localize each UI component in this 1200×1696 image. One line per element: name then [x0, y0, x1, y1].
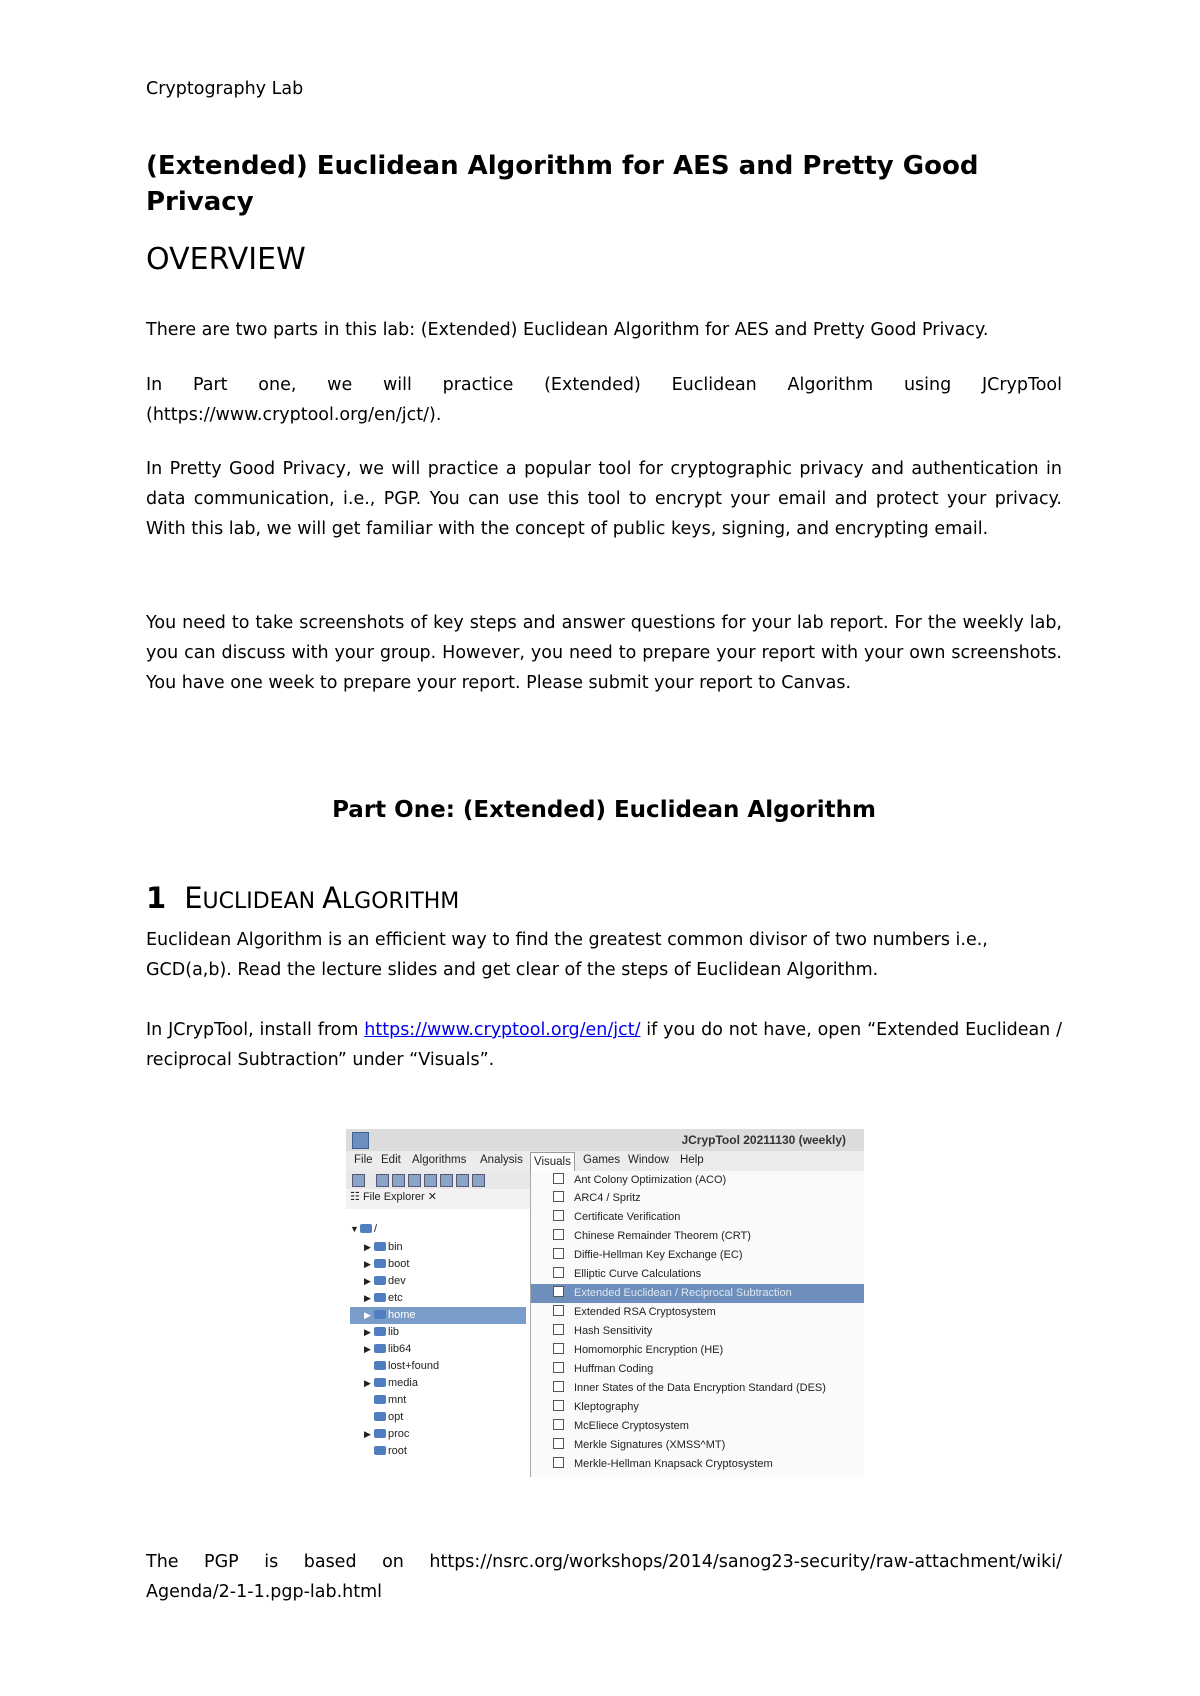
tree-item[interactable]: ▼ / — [350, 1221, 377, 1238]
tree-item[interactable]: lost+found — [374, 1358, 439, 1375]
checkbox-icon — [553, 1173, 564, 1184]
folder-icon — [374, 1242, 386, 1251]
menu-item-homomorphic[interactable]: Homomorphic Encryption (HE) — [531, 1341, 864, 1360]
tree-item[interactable]: ▶ lib — [364, 1324, 399, 1341]
menu-item-extended-rsa[interactable]: Extended RSA Cryptosystem — [531, 1303, 864, 1322]
save-icon[interactable] — [392, 1174, 405, 1187]
tool-icon[interactable] — [424, 1174, 437, 1187]
folder-icon — [374, 1259, 386, 1268]
folder-icon — [374, 1361, 386, 1370]
folder-icon — [374, 1412, 386, 1421]
file-explorer-icon: ☷ — [350, 1191, 360, 1203]
tree-item[interactable]: ▶ media — [364, 1375, 418, 1392]
menu-item-merkle-signatures[interactable]: Merkle Signatures (XMSS^MT) — [531, 1436, 864, 1455]
tree-item[interactable]: ▶ etc — [364, 1290, 403, 1307]
tree-item[interactable]: ▶ bin — [364, 1239, 403, 1256]
menu-item-extended-euclidean[interactable]: Extended Euclidean / Reciprocal Subtraction — [531, 1284, 864, 1303]
overview-heading: OVERVIEW — [146, 242, 306, 277]
checkbox-icon — [553, 1400, 564, 1411]
close-icon[interactable]: ✕ — [427, 1191, 437, 1203]
menu-edit[interactable]: Edit — [381, 1154, 401, 1166]
menu-item-certificate[interactable]: Certificate Verification — [531, 1208, 864, 1227]
menu-item-crt[interactable]: Chinese Remainder Theorem (CRT) — [531, 1227, 864, 1246]
checkbox-icon — [553, 1248, 564, 1259]
section-heading — [146, 878, 459, 922]
jcryptool-link[interactable]: https://www.cryptool.org/en/jct/ — [364, 1020, 641, 1040]
checkbox-icon — [553, 1286, 564, 1297]
page-header: Cryptography Lab — [146, 79, 304, 99]
folder-icon — [374, 1429, 386, 1438]
menu-item-diffie-hellman[interactable]: Diffie-Hellman Key Exchange (EC) — [531, 1246, 864, 1265]
app-icon — [352, 1132, 369, 1149]
section-title-cap2: A — [322, 881, 342, 915]
checkbox-icon — [553, 1438, 564, 1449]
section-title-rest1: UCLIDEAN — [202, 889, 323, 914]
checkbox-icon — [553, 1324, 564, 1335]
file-explorer-tab[interactable] — [350, 1190, 437, 1203]
paragraph-pgp: In Pretty Good Privacy, we will practice a popular tool for cryptographic privacy and authentication in data communication, i.e., PGP. You can use this tool to encrypt your email and protect your privacy. With this lab, we will get familiar with the concept of public keys, signing, and encrypting email. — [146, 459, 1062, 539]
folder-icon — [374, 1344, 386, 1353]
file-tree — [346, 1209, 532, 1477]
install-text-post: if you do not have, open “Extended Euclidean / reciprocal Subtraction” under “Visuals”. — [146, 1020, 1062, 1070]
menu-item-merkle-hellman[interactable]: Merkle-Hellman Knapsack Cryptosystem — [531, 1455, 864, 1474]
menu-item-mceliece[interactable]: McEliece Cryptosystem — [531, 1417, 864, 1436]
section-title-cap1: E — [184, 881, 203, 915]
app-titlebar — [346, 1129, 864, 1151]
new-icon[interactable] — [352, 1174, 365, 1187]
footer-line-2: Agenda/2-1-1.pgp-lab.html — [146, 1582, 383, 1602]
part-one-heading: Part One: (Extended) Euclidean Algorithm — [332, 797, 876, 823]
folder-icon — [360, 1224, 372, 1233]
checkbox-icon — [553, 1305, 564, 1316]
search-icon[interactable] — [472, 1174, 485, 1187]
menu-analysis[interactable]: Analysis — [480, 1154, 523, 1166]
tree-item[interactable]: ▶ boot — [364, 1256, 409, 1273]
menu-visuals[interactable]: Visuals — [530, 1152, 575, 1172]
footer-line-1: The PGP is based on https://nsrc.org/workshops/2014/sanog23-security/raw-attachment/wiki/ — [146, 1552, 1062, 1572]
menu-item-arc4[interactable]: ARC4 / Spritz — [531, 1189, 864, 1208]
paragraph-part-one: In Part one, we will practice (Extended) Euclidean Algorithm using JCrypTool (https://www.cryptool.org/en/jct/). — [146, 375, 1062, 425]
tree-item[interactable]: ▶ lib64 — [364, 1341, 411, 1358]
expand-icon: ▶ — [364, 1344, 371, 1354]
section-title-rest2: LGORITHM — [341, 889, 460, 914]
open-icon[interactable] — [376, 1174, 389, 1187]
paragraph-parts: There are two parts in this lab: (Extended) Euclidean Algorithm for AES and Pretty Good Privacy. — [146, 320, 989, 340]
folder-icon — [374, 1378, 386, 1387]
file-explorer-label: File Explorer — [362, 1191, 425, 1203]
menu-window[interactable]: Window — [628, 1154, 669, 1166]
menu-games[interactable]: Games — [583, 1154, 621, 1166]
copy-icon[interactable] — [408, 1174, 421, 1187]
tree-item[interactable]: root — [374, 1443, 407, 1460]
visuals-dropdown-menu — [530, 1171, 864, 1477]
checkbox-icon — [553, 1343, 564, 1354]
menu-item-kleptography[interactable]: Kleptography — [531, 1398, 864, 1417]
folder-icon — [374, 1310, 386, 1319]
tree-item[interactable]: mnt — [374, 1392, 406, 1409]
app-toolbar — [346, 1171, 531, 1189]
folder-icon — [374, 1293, 386, 1302]
menu-algorithms[interactable]: Algorithms — [412, 1154, 467, 1166]
document-title: (Extended) Euclidean Algorithm for AES and Pretty Good Privacy — [146, 151, 979, 217]
checkbox-icon — [553, 1381, 564, 1392]
expand-icon: ▶ — [364, 1378, 371, 1388]
menu-file[interactable]: File — [354, 1154, 373, 1166]
checkbox-icon — [553, 1419, 564, 1430]
folder-icon — [374, 1395, 386, 1404]
menu-help[interactable]: Help — [680, 1154, 704, 1166]
menu-item-elliptic-curve[interactable]: Elliptic Curve Calculations — [531, 1265, 864, 1284]
install-paragraph — [146, 1015, 1062, 1075]
checkbox-icon — [553, 1191, 564, 1202]
help-icon[interactable] — [456, 1174, 469, 1187]
install-text-pre: In JCrypTool, install from — [146, 1020, 365, 1040]
tree-item[interactable]: ▶ proc — [364, 1426, 409, 1443]
checkbox-icon — [553, 1210, 564, 1221]
menu-item-des[interactable]: Inner States of the Data Encryption Standard (DES) — [531, 1379, 864, 1398]
checkbox-icon — [553, 1362, 564, 1373]
tree-item[interactable]: ▶ dev — [364, 1273, 406, 1290]
expand-icon: ▶ — [364, 1276, 371, 1286]
checkbox-icon — [553, 1267, 564, 1278]
paragraph-report: You need to take screenshots of key steps and answer questions for your lab report. For the weekly lab, you can discuss with your group. However, you need to prepare your report with your own screenshots. You have one week to prepare your report. Please submit your report to Canvas. — [146, 613, 1062, 693]
run-icon[interactable] — [440, 1174, 453, 1187]
app-title: JCrypTool 20211130 (weekly) — [681, 1133, 846, 1147]
menu-item-hash-sensitivity[interactable]: Hash Sensitivity — [531, 1322, 864, 1341]
checkbox-icon — [553, 1229, 564, 1240]
expand-icon: ▶ — [364, 1242, 371, 1252]
expand-icon: ▼ — [350, 1224, 359, 1234]
section-number: 1 — [146, 881, 167, 915]
expand-icon: ▶ — [364, 1327, 371, 1337]
folder-icon — [374, 1327, 386, 1336]
expand-icon: ▶ — [364, 1429, 371, 1439]
jcryptool-screenshot — [346, 1129, 864, 1477]
expand-icon: ▶ — [364, 1310, 371, 1320]
menu-item-aco[interactable]: Ant Colony Optimization (ACO) — [531, 1171, 864, 1190]
checkbox-icon — [553, 1457, 564, 1468]
menu-item-huffman[interactable]: Huffman Coding — [531, 1360, 864, 1379]
tree-item-selected[interactable]: ▶ home — [350, 1307, 526, 1324]
tree-item[interactable]: opt — [374, 1409, 403, 1426]
section-body: Euclidean Algorithm is an efficient way to find the greatest common divisor of two numbers i.e., GCD(a,b). Read the lecture slides and get clear of the steps of Euclidean Algorithm. — [146, 930, 988, 980]
expand-icon: ▶ — [364, 1259, 371, 1269]
folder-icon — [374, 1446, 386, 1455]
expand-icon: ▶ — [364, 1293, 371, 1303]
folder-icon — [374, 1276, 386, 1285]
